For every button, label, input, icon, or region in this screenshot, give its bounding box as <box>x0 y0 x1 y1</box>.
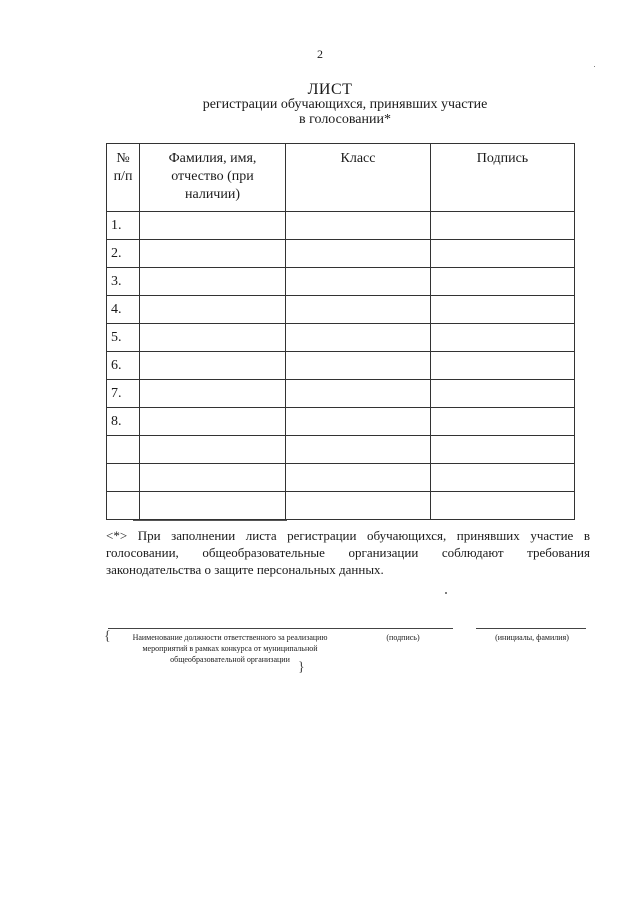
row-number-cell: 4. <box>107 296 140 324</box>
class-cell[interactable] <box>286 240 431 268</box>
table-row <box>107 436 575 464</box>
full-name-cell[interactable] <box>140 408 286 436</box>
signature-cell[interactable] <box>431 268 575 296</box>
row-number-cell: 2. <box>107 240 140 268</box>
signature-caption: (подпись) <box>386 633 420 642</box>
signature-cell[interactable] <box>431 492 575 520</box>
subtitle-line-2: в голосовании* <box>299 112 391 127</box>
table-row <box>107 296 575 324</box>
row-number-cell: 8. <box>107 408 140 436</box>
class-cell[interactable] <box>286 268 431 296</box>
table-row <box>107 492 575 520</box>
header-number: № п/п <box>107 144 140 212</box>
page-number: 2 <box>317 47 323 61</box>
signature-cell[interactable] <box>431 380 575 408</box>
table-row <box>107 240 575 268</box>
scan-speck <box>445 592 447 594</box>
table-row <box>107 408 575 436</box>
row-number-cell: 1. <box>107 212 140 240</box>
position-line <box>108 628 453 629</box>
row-number-cell <box>107 492 140 520</box>
table-row <box>107 380 575 408</box>
full-name-cell[interactable] <box>140 212 286 240</box>
left-brace-icon: { <box>104 629 111 644</box>
table-row <box>107 268 575 296</box>
class-cell[interactable] <box>286 464 431 492</box>
full-name-cell[interactable] <box>140 436 286 464</box>
header-signature: Подпись <box>431 144 575 212</box>
full-name-cell[interactable] <box>140 380 286 408</box>
position-caption: Наименование должности ответственного за реализацию мероприятий в рамках конкурса от муниципальной общеобразовательной организации <box>132 633 328 664</box>
class-cell[interactable] <box>286 324 431 352</box>
class-cell[interactable] <box>286 296 431 324</box>
document-subtitle <box>0 97 640 127</box>
row-number-cell: 3. <box>107 268 140 296</box>
footnote-separator <box>133 520 287 521</box>
row-number-cell <box>107 436 140 464</box>
full-name-cell[interactable] <box>140 352 286 380</box>
name-caption: (инициалы, фамилия) <box>495 633 569 642</box>
class-cell[interactable] <box>286 352 431 380</box>
registration-table <box>106 143 575 520</box>
right-brace-icon: } <box>298 660 305 675</box>
name-line <box>476 628 586 629</box>
full-name-cell[interactable] <box>140 324 286 352</box>
signature-cell[interactable] <box>431 436 575 464</box>
full-name-cell[interactable] <box>140 492 286 520</box>
signature-cell[interactable] <box>431 324 575 352</box>
class-cell[interactable] <box>286 408 431 436</box>
class-cell[interactable] <box>286 212 431 240</box>
class-cell[interactable] <box>286 436 431 464</box>
full-name-cell[interactable] <box>140 240 286 268</box>
row-number-cell <box>107 464 140 492</box>
subtitle-line-1: регистрации обучающихся, принявших участие <box>202 97 488 112</box>
table-header-row <box>107 144 575 212</box>
footnote-text: <*> При заполнении листа регистрации обучающихся, принявших участие в голосовании, общеобразовательные организации соблюдают требования законодательства о защите персональных данных. <box>106 528 590 577</box>
signature-cell[interactable] <box>431 212 575 240</box>
row-number-cell: 7. <box>107 380 140 408</box>
table-row <box>107 352 575 380</box>
full-name-cell[interactable] <box>140 296 286 324</box>
full-name-cell[interactable] <box>140 268 286 296</box>
header-full-name: Фамилия, имя, отчество (при наличии) <box>140 144 286 212</box>
table-row <box>107 324 575 352</box>
header-class: Класс <box>286 144 431 212</box>
signature-cell[interactable] <box>431 240 575 268</box>
table-row <box>107 464 575 492</box>
class-cell[interactable] <box>286 492 431 520</box>
scan-speck <box>594 66 595 67</box>
signature-cell[interactable] <box>431 464 575 492</box>
full-name-cell[interactable] <box>140 464 286 492</box>
row-number-cell: 6. <box>107 352 140 380</box>
signature-cell[interactable] <box>431 352 575 380</box>
document-title: ЛИСТ <box>307 81 353 98</box>
signature-cell[interactable] <box>431 296 575 324</box>
row-number-cell: 5. <box>107 324 140 352</box>
table-row <box>107 212 575 240</box>
class-cell[interactable] <box>286 380 431 408</box>
signature-cell[interactable] <box>431 408 575 436</box>
